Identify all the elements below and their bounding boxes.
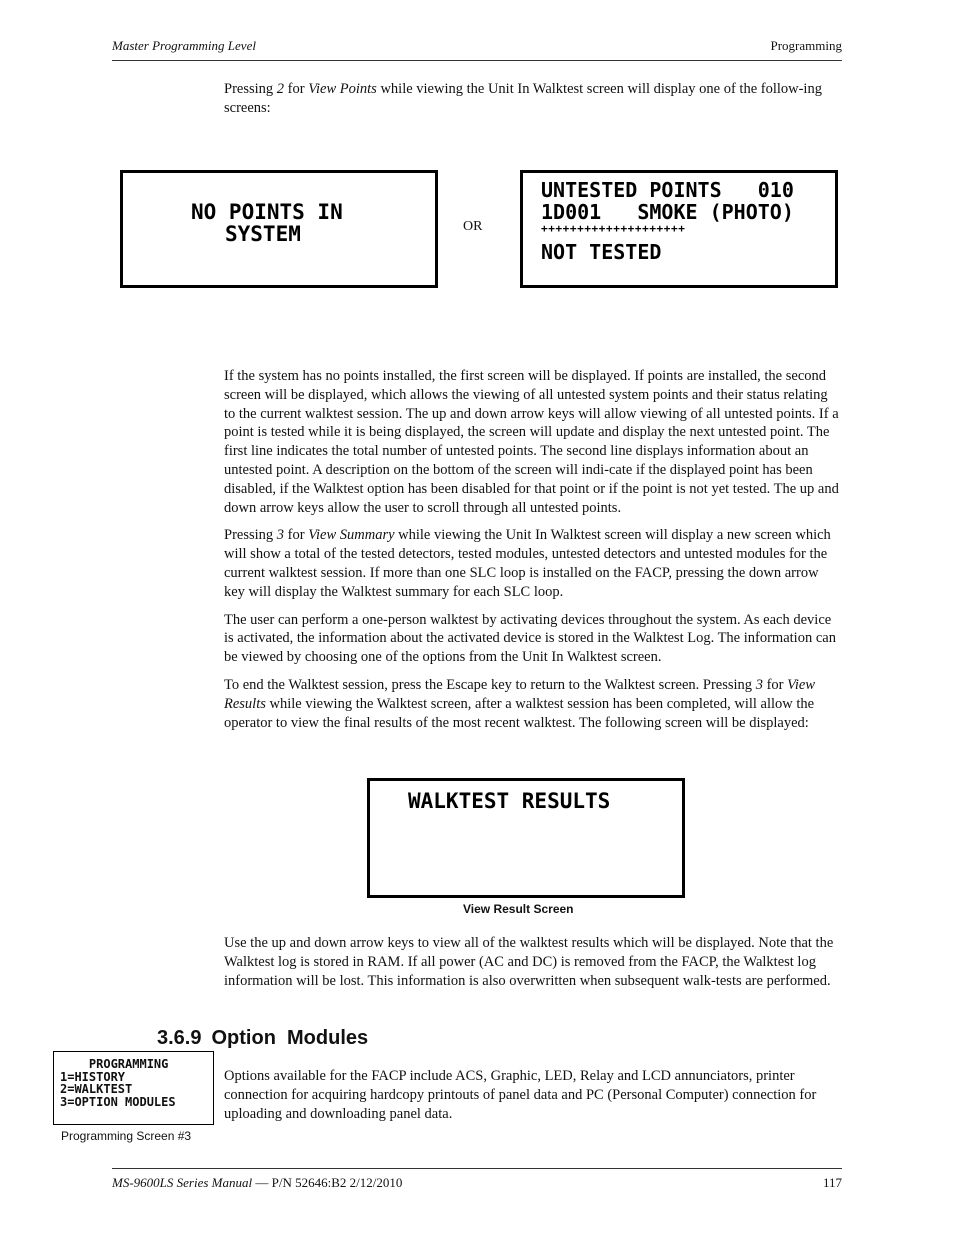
lcd-line: NOT TESTED xyxy=(541,240,662,264)
section-number: 3.6.9 xyxy=(157,1027,202,1049)
intro-paragraph: Pressing 2 for View Points while viewing the Unit In Walktest screen will display one of the follow-ing screens: xyxy=(224,81,822,116)
paragraph: To end the Walktest session, press the Escape key to return to the Walktest screen. Pressing 3 for View Results while viewing the Walktest screen, after a walktest session has been completed, will allow the operator to view the final results of the most recent walktest. The following screen will be displayed: xyxy=(224,676,816,731)
page-number: 117 xyxy=(822,1175,842,1190)
lcd-walktest-results-screen xyxy=(367,778,685,898)
lcd-no-points-screen xyxy=(120,170,438,288)
body-text xyxy=(224,367,842,741)
paragraph: Pressing 3 for View Summary while viewing the Unit In Walktest screen will display a new screen which will show a total of the tested detectors, tested modules, untested detectors and untested modules for the current walktest session. If more than one SLC loop is installed on the FACP, pressing the down arrow key will display the Walktest summary for each SLC loop. xyxy=(224,527,831,600)
section-title: Option Modules xyxy=(211,1027,369,1049)
lcd-line: UNTESTED POINTS 010 xyxy=(541,178,794,202)
lcd-line: ++++++++++++++++++++ xyxy=(541,222,686,235)
lcd-line: 1D001 SMOKE (PHOTO) xyxy=(541,200,794,224)
lcd-line: 3=OPTION MODULES xyxy=(60,1094,176,1109)
lcd-line: SYSTEM xyxy=(225,222,301,246)
view-result-caption: View Result Screen xyxy=(463,902,574,916)
programming-screen-caption: Programming Screen #3 xyxy=(61,1129,192,1143)
footer-manual-info: MS-9600LS Series Manual — P/N 52646:B2 2/12/2010 xyxy=(112,1175,403,1190)
lcd-line: 2=WALKTEST xyxy=(60,1082,133,1096)
paragraph: The user can perform a one-person walktest by activating devices throughout the system. As each device is activated, the information about the activated device is stored in the Walktest Log. The information can be viewed by choosing one of the options from the Unit In Walktest screen. xyxy=(224,611,836,666)
programming-screen xyxy=(53,1051,214,1125)
paragraph: If the system has no points installed, the first screen will be displayed. If points are installed, the second screen will be displayed, which allows the viewing of all untested system points and their status relating to the current walktest session. The up and down arrow keys will allow viewing of all untested points. If a point is tested while it is being displayed, the screen will update and display the next untested point. The first line indicates the total number of untested points. The second line displays information about an untested point. A description on the bottom of the screen will indi-cate if the displayed point has been disabled, if the Walktest option has been disabled for that point or if the point is not yet tested. The up and down arrow keys allow the user to scroll through all untested points. xyxy=(224,368,839,516)
after-results-paragraph: Use the up and down arrow keys to view all of the walktest results which will be displayed. Note that the Walktest log is stored in RAM. If all power (AC and DC) is removed from the FACP, the Walktest log information will be lost. This information is also overwritten when subsequent walk-tests are performed. xyxy=(224,935,834,989)
lcd-line: WALKTEST RESULTS xyxy=(408,789,611,813)
lcd-line: PROGRAMMING xyxy=(60,1057,169,1071)
header-rule xyxy=(112,60,842,61)
lcd-line: 1=HISTORY xyxy=(60,1069,126,1084)
option-modules-paragraph: Options available for the FACP include ACS, Graphic, LED, Relay and LCD annunciators, printer connection for acquiring hardcopy printouts of panel data and PC (Personal Computer) connection for uploading and downloading panel data. xyxy=(224,1068,817,1122)
footer-rule xyxy=(112,1168,842,1169)
lcd-untested-points-screen xyxy=(520,170,838,288)
or-label: OR xyxy=(463,219,483,234)
header-left: Master Programming Level xyxy=(112,38,256,53)
header-right: Programming xyxy=(770,38,842,53)
section-heading xyxy=(157,1027,368,1050)
lcd-line: NO POINTS IN xyxy=(191,200,343,224)
